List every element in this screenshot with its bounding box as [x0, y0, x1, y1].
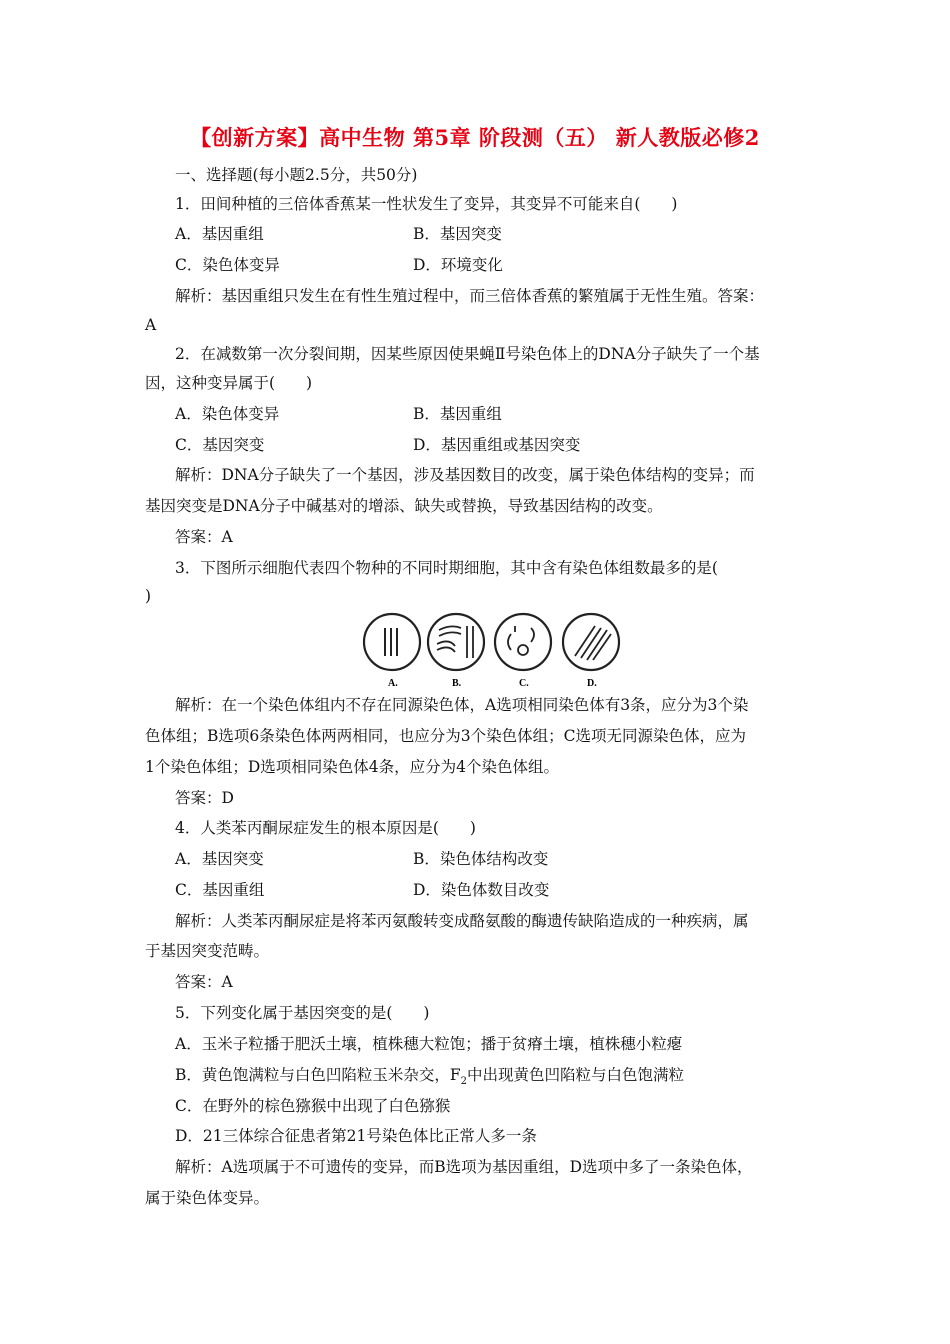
question-1-stem: 1．田间种植的三倍体香蕉某一性状发生了变异，其变异不可能来自( )	[175, 195, 678, 213]
cell-d	[563, 614, 619, 670]
q1-option-d: D．环境变化	[413, 256, 503, 274]
cell-a-label: A.	[388, 678, 398, 689]
cell-diagram	[355, 612, 625, 690]
q5-analysis: 解析：A选项属于不可遗传的变异，而B选项为基因重组，D选项中多了一条染色体，	[175, 1158, 753, 1176]
q5-option-c: C．在野外的棕色猕猴中出现了白色猕猴	[175, 1097, 451, 1115]
cell-b	[428, 614, 484, 670]
document-title: 【创新方案】高中生物 第5章 阶段测（五） 新人教版必修2	[190, 125, 760, 150]
q5-option-b-text-cont: 中出现黄色凹陷粒与白色饱满粒	[467, 1066, 685, 1084]
q3-analysis-cont-1: 色体组；B选项6条染色体两两相同，也应分为3个染色体组；C选项无同源染色体，应为	[145, 727, 746, 745]
q5-option-b	[175, 1065, 684, 1092]
q4-option-b: B．染色体结构改变	[413, 850, 549, 868]
question-2-stem: 2．在减数第一次分裂间期，因某些原因使果蝇Ⅱ号染色体上的DNA分子缺失了一个基	[175, 345, 760, 363]
q3-analysis: 解析：在一个染色体组内不存在同源染色体，A选项相同染色体有3条，应分为3个染	[175, 696, 749, 714]
q1-analysis: 解析：基因重组只发生在有性生殖过程中，而三倍体香蕉的繁殖属于无性生殖。答案：	[175, 287, 765, 305]
cell-d-label: D.	[587, 678, 597, 689]
q2-option-b: B．基因重组	[413, 405, 502, 423]
q2-option-c: C．基因突变	[175, 436, 265, 454]
question-4-stem: 4．人类苯丙酮尿症发生的根本原因是( )	[175, 819, 476, 837]
question-5-stem: 5．下列变化属于基因突变的是( )	[175, 1004, 430, 1022]
q5-analysis-cont: 属于染色体变异。	[145, 1189, 270, 1207]
q4-analysis-cont: 于基因突变范畴。	[145, 942, 270, 960]
cell-c-label: C.	[519, 678, 529, 689]
q1-option-a: A．基因重组	[175, 225, 264, 243]
q2-answer: 答案：A	[175, 528, 233, 546]
q5-option-b-text: B．黄色饱满粒与白色凹陷粒玉米杂交，F	[175, 1066, 461, 1084]
q5-option-b-subscript: 2	[460, 1076, 468, 1088]
q2-analysis-cont: 基因突变是DNA分子中碱基对的增添、缺失或替换，导致基因结构的改变。	[145, 497, 663, 515]
q2-option-d: D．基因重组或基因突变	[413, 436, 581, 454]
q4-answer: 答案：A	[175, 973, 233, 991]
q3-analysis-cont-2: 1个染色体组；D选项相同染色体4条，应分为4个染色体组。	[145, 758, 560, 776]
question-2-stem-cont: 因，这种变异属于( )	[145, 374, 313, 392]
cell-a	[364, 614, 420, 670]
question-3-stem: 3．下图所示细胞代表四个物种的不同时期细胞，其中含有染色体组数最多的是(	[175, 559, 718, 577]
q4-option-a: A．基因突变	[175, 850, 264, 868]
q2-option-a: A．染色体变异	[175, 405, 280, 423]
q4-analysis: 解析：人类苯丙酮尿症是将苯丙氨酸转变成酪氨酸的酶遗传缺陷造成的一种疾病，属	[175, 912, 749, 930]
section-heading: 一、选择题(每小题2.5分，共50分)	[175, 166, 418, 184]
q5-option-d: D．21三体综合征患者第21号染色体比正常人多一条	[175, 1127, 537, 1145]
q5-option-a: A．玉米子粒播于肥沃土壤，植株穗大粒饱；播于贫瘠土壤，植株穗小粒瘪	[175, 1035, 683, 1053]
q4-option-c: C．基因重组	[175, 881, 265, 899]
q4-option-d: D．染色体数目改变	[413, 881, 550, 899]
q2-analysis: 解析：DNA分子缺失了一个基因，涉及基因数目的改变，属于染色体结构的变异；而	[175, 466, 755, 484]
cell-b-label: B.	[452, 678, 462, 689]
q1-option-c: C．染色体变异	[175, 256, 280, 274]
question-3-stem-cont: )	[145, 587, 152, 605]
q1-option-b: B．基因突变	[413, 225, 502, 243]
cell-c	[495, 614, 551, 670]
q3-answer: 答案：D	[175, 789, 234, 807]
q1-analysis-cont: A	[145, 316, 157, 334]
